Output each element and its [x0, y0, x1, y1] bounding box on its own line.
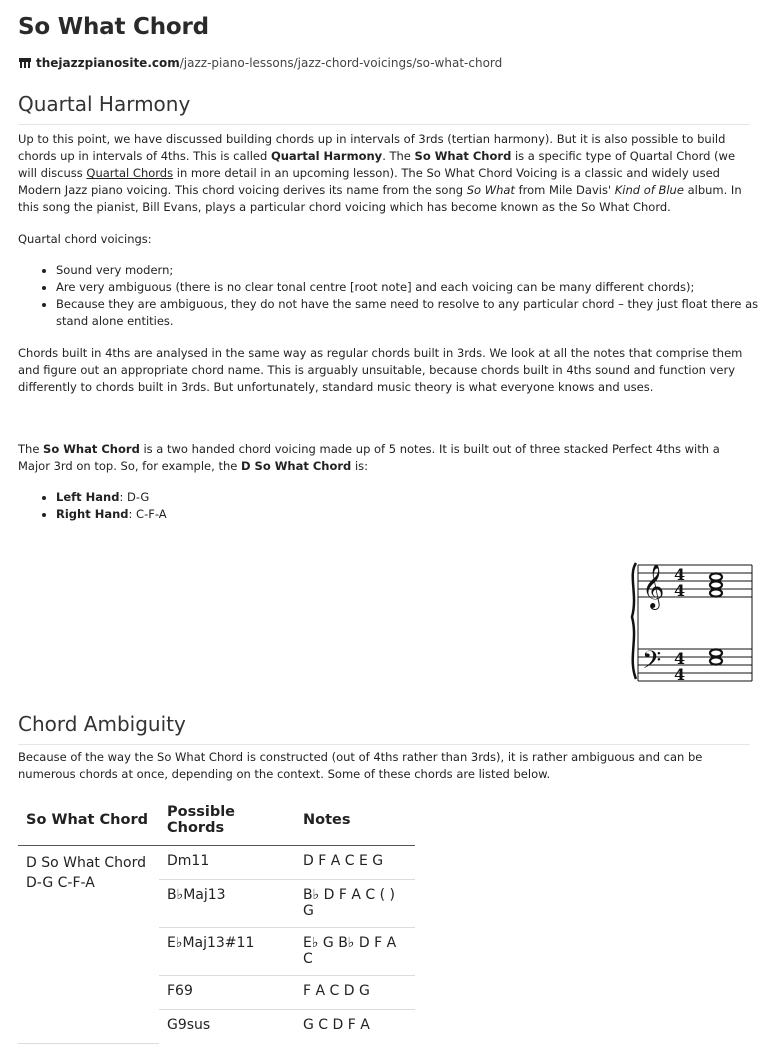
time-signature-bass: 4 — [674, 665, 686, 684]
bold-term: Quartal Harmony — [270, 149, 383, 163]
page-title: So What Chord — [18, 14, 209, 40]
hands-list — [18, 489, 768, 523]
source-line — [18, 56, 502, 70]
table-row — [18, 846, 415, 880]
time-signature-bass: 4 — [674, 649, 686, 668]
whole-note — [710, 649, 722, 656]
list-item: • Are very ambiguous (there is no clear tonal centre [root note] and each voicing can be many different chords); — [56, 279, 768, 296]
bass-clef-icon: 𝄢 — [642, 646, 662, 681]
whole-note — [710, 573, 722, 580]
chord-notes: B♭ D F A C ( ) G — [295, 880, 415, 928]
chord-notes: F A C D G — [295, 976, 415, 1010]
chord-notes: D F A C E G — [295, 846, 415, 880]
hand-notes: : C-F-A — [128, 507, 167, 521]
ambiguity-paragraph: Because of the way the So What Chord is constructed (out of 4ths rather than 3rds), it is rather ambiguous and can be numerous chords at once, depending on the context. Some of these chords are listed below. — [18, 750, 703, 781]
time-signature-treble: 4 — [674, 565, 686, 584]
treble-chord-notes — [710, 573, 722, 596]
quartal-chords-link[interactable]: Quartal Chords — [86, 166, 174, 180]
treble-clef-icon: 𝄞 — [642, 564, 665, 608]
so-what-chord-notation — [628, 555, 754, 685]
piano-icon — [18, 57, 32, 69]
list-item-right-hand — [56, 506, 768, 523]
hand-notes: : D-G — [119, 490, 150, 504]
text-run: in more detail in an upcoming lesson). The So What Chord Voicing is a classic and widely used Modern Jazz piano voicing. This chord voicing derives its name from the song — [18, 166, 720, 197]
analysis-paragraph: Chords built in 4ths are analysed in the same way as regular chords built in 3rds. We look at all the notes that comprise them and figure out an appropriate chord name. This is arguably unsuitable, because chords built in 4ths sound and function very differently to chords built in 3rds. But unfortunately, standard music theory is what everyone knows and uses. — [18, 346, 743, 394]
so-what-chord-cell — [18, 846, 159, 1044]
text-run: is: — [351, 459, 369, 473]
possible-chord: F69 — [159, 976, 295, 1010]
whole-note — [710, 589, 722, 596]
hand-label: Right Hand — [56, 507, 129, 521]
voicings-intro: Quartal chord voicings: — [18, 232, 152, 246]
text-run: is a specific type of Quartal Chord (we will discuss — [18, 149, 736, 180]
list-item: • Because they are ambiguous, they do not have the same need to resolve to any particular chord – they just float there as stand alone entities. — [56, 296, 768, 330]
whole-note — [710, 581, 722, 588]
list-item: • Sound very modern; — [56, 262, 768, 279]
column-header: Notes — [295, 796, 415, 846]
section-heading-chord-ambiguity: Chord Ambiguity — [18, 712, 750, 745]
text-run: The — [18, 442, 44, 456]
column-header: Possible Chords — [159, 796, 295, 846]
chord-name: D So What Chord — [26, 855, 146, 871]
text-run: from Mile Davis' — [514, 183, 615, 197]
chord-notes: G C D F A — [303, 1017, 370, 1033]
column-header: So What Chord — [18, 796, 159, 846]
possible-chords-table — [18, 796, 415, 1044]
so-what-definition — [18, 441, 750, 475]
list-item-left-hand — [56, 489, 768, 506]
possible-chord: E♭Maj13#11 — [159, 928, 295, 976]
possible-chord: G9sus — [167, 1017, 211, 1033]
song-title: So What — [466, 183, 515, 197]
text-run: Up to this point, we have discussed building chords up in intervals of 3rds (tertian harmony). But it is also possible to build chords up in intervals of 4ths. This is called — [18, 132, 726, 163]
source-path[interactable]: /jazz-piano-lessons/jazz-chord-voicings/so-what-chord — [179, 56, 503, 70]
hand-label: Left Hand — [56, 490, 120, 504]
section-heading-quartal-harmony: Quartal Harmony — [18, 92, 750, 125]
whole-note — [710, 657, 722, 664]
intro-paragraph — [18, 131, 750, 216]
bold-term: So What Chord — [414, 149, 512, 163]
text-run: . The — [382, 149, 415, 163]
chord-voicing: D-G C-F-A — [26, 875, 95, 891]
source-domain[interactable]: thejazzpianosite.com — [36, 56, 180, 70]
text-run: is a two handed chord voicing made up of 5 notes. It is built out of three stacked Perfect 4ths with a Major 3rd on top. So, for example, the — [18, 442, 720, 473]
bold-term: D So What Chord — [240, 459, 352, 473]
possible-chord: Dm11 — [159, 846, 295, 880]
text-run: album. In this song the pianist, Bill Evans, plays a particular chord voicing which has become known as the So What Chord. — [18, 183, 742, 214]
voicings-list — [18, 262, 768, 330]
chord-notes: E♭ G B♭ D F A C — [295, 928, 415, 976]
album-title: Kind of Blue — [614, 183, 684, 197]
time-signature-treble: 4 — [674, 581, 686, 600]
bold-term: So What Chord — [43, 442, 140, 456]
table-header-row — [18, 796, 415, 846]
possible-chord: B♭Maj13 — [159, 880, 295, 928]
grand-staff-brace — [632, 563, 636, 679]
